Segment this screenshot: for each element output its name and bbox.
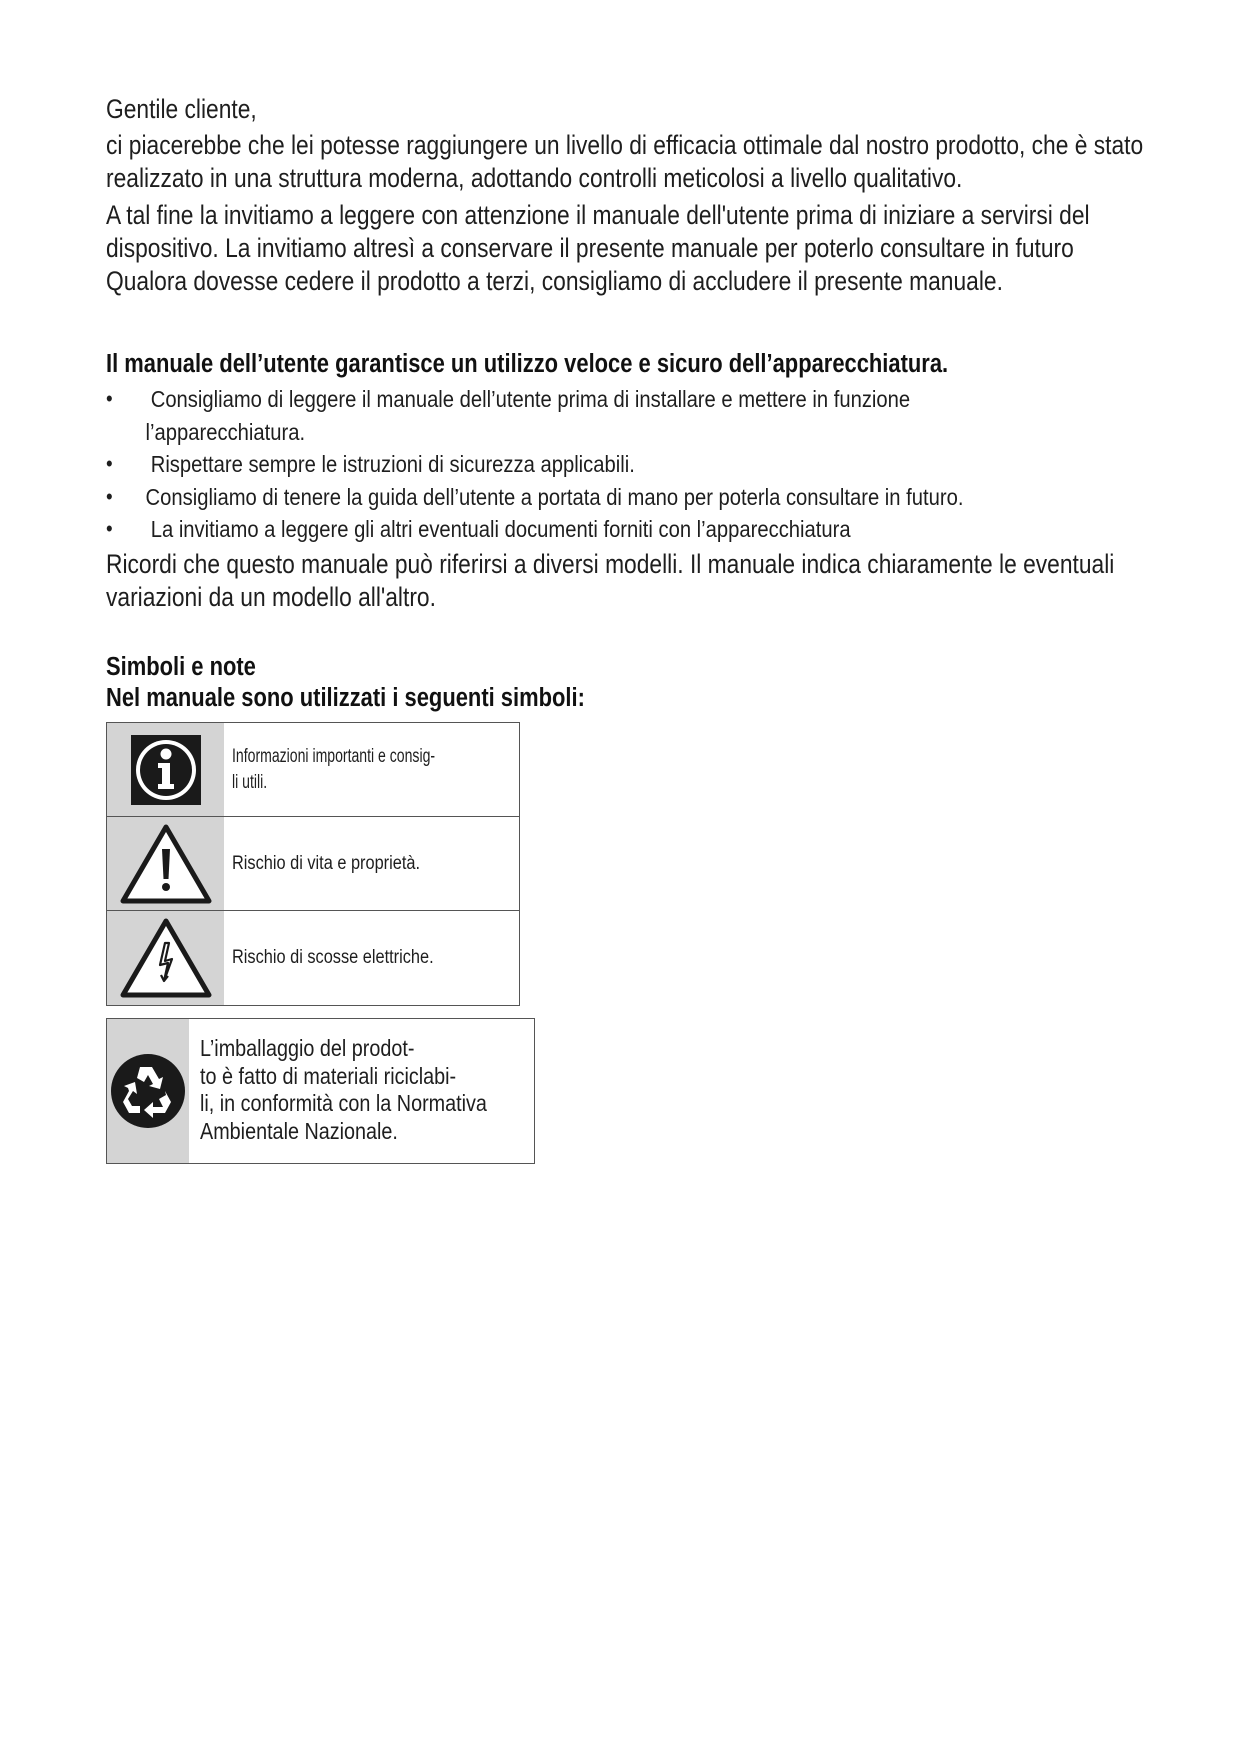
text-line: Informazioni importanti e consig- — [232, 745, 436, 767]
text-line: Consigliamo di leggere il manuale dell’utente prima di installare e mettere in funzione — [150, 386, 911, 412]
symbols-heading: Simboli e note — [106, 653, 256, 681]
text-line: dispositivo. La invitiamo altresì a conservare il presente manuale per poterlo consultare in futuro — [106, 233, 1074, 263]
page-content — [106, 93, 1144, 712]
text-line: to è fatto di materiali riciclabi- — [200, 1062, 457, 1089]
bullet-dot: • — [106, 516, 113, 541]
text-line: Rispettare sempre le istruzioni di sicurezza applicabili. — [150, 451, 635, 477]
symbol-row-electric — [107, 911, 519, 1005]
list-item — [106, 383, 963, 448]
symbol-row-warning — [107, 817, 519, 911]
recycle-icon-cell — [107, 1019, 189, 1163]
text-line: li, in conformità con la Normativa — [200, 1090, 488, 1116]
symbol-icon-cell — [107, 817, 224, 910]
symbol-description — [224, 817, 519, 910]
guarantee-bullet-list — [106, 383, 963, 546]
text-line: Consigliamo di tenere la guida dell’utente a portata di mano per poterla consultare in futuro. — [145, 483, 964, 510]
symbol-icon-cell — [107, 723, 224, 816]
bullet-dot: • — [106, 451, 113, 476]
guarantee-heading: Il manuale dell’utente garantisce un utilizzo veloce e sicuro dell’apparecchiatura. — [106, 350, 949, 378]
models-note — [106, 548, 1114, 614]
text-line: Qualora dovesse cedere il prodotto a terzi, consigliamo di accludere il presente manuale. — [106, 266, 1003, 296]
text-line: L’imballaggio del prodot- — [200, 1035, 415, 1061]
text-line: l’apparecchiatura. — [145, 418, 306, 445]
list-item — [106, 513, 963, 546]
symbol-description — [224, 723, 519, 816]
bullet-dot: • — [106, 483, 113, 509]
text-line: Ricordi che questo manuale può riferirsi a diversi modelli. Il manuale indica chiaramente le eventuali — [106, 549, 1115, 579]
recycling-note-box — [106, 1018, 535, 1164]
text-line: li utili. — [232, 771, 268, 793]
text-line: La invitiamo a leggere gli altri eventuali documenti forniti con l’apparecchiatura — [150, 516, 851, 542]
text-line: Ambientale Nazionale. — [200, 1117, 399, 1144]
symbol-icon-cell — [107, 911, 224, 1005]
symbols-table — [106, 722, 520, 1006]
info-icon — [131, 735, 201, 805]
text-line: Rischio di scosse elettriche. — [232, 947, 434, 968]
warning-icon — [119, 823, 213, 905]
text-line: Rischio di vita e proprietà. — [232, 852, 421, 874]
bullet-dot: • — [106, 386, 113, 411]
list-item — [106, 448, 963, 481]
list-item — [106, 481, 963, 514]
intro-paragraph-1 — [106, 129, 1144, 195]
recycle-icon — [110, 1053, 186, 1129]
text-line: variazioni da un modello all'altro. — [106, 582, 436, 612]
recycling-description — [189, 1019, 534, 1163]
symbol-description — [224, 911, 519, 1005]
text-line: realizzato in una struttura moderna, adottando controlli meticolosi a livello qualitativo. — [106, 163, 963, 193]
greeting: Gentile cliente, — [106, 94, 257, 124]
symbols-subheading: Nel manuale sono utilizzati i seguenti simboli: — [106, 684, 585, 712]
text-line: A tal fine la invitiamo a leggere con attenzione il manuale dell'utente prima di iniziare a servirsi del — [106, 200, 1090, 230]
electric-shock-icon — [119, 917, 213, 999]
intro-paragraph-2 — [106, 199, 1090, 298]
text-line: ci piacerebbe che lei potesse raggiungere un livello di efficacia ottimale dal nostro prodotto, che è stato — [106, 130, 1144, 160]
symbol-row-info — [107, 723, 519, 817]
